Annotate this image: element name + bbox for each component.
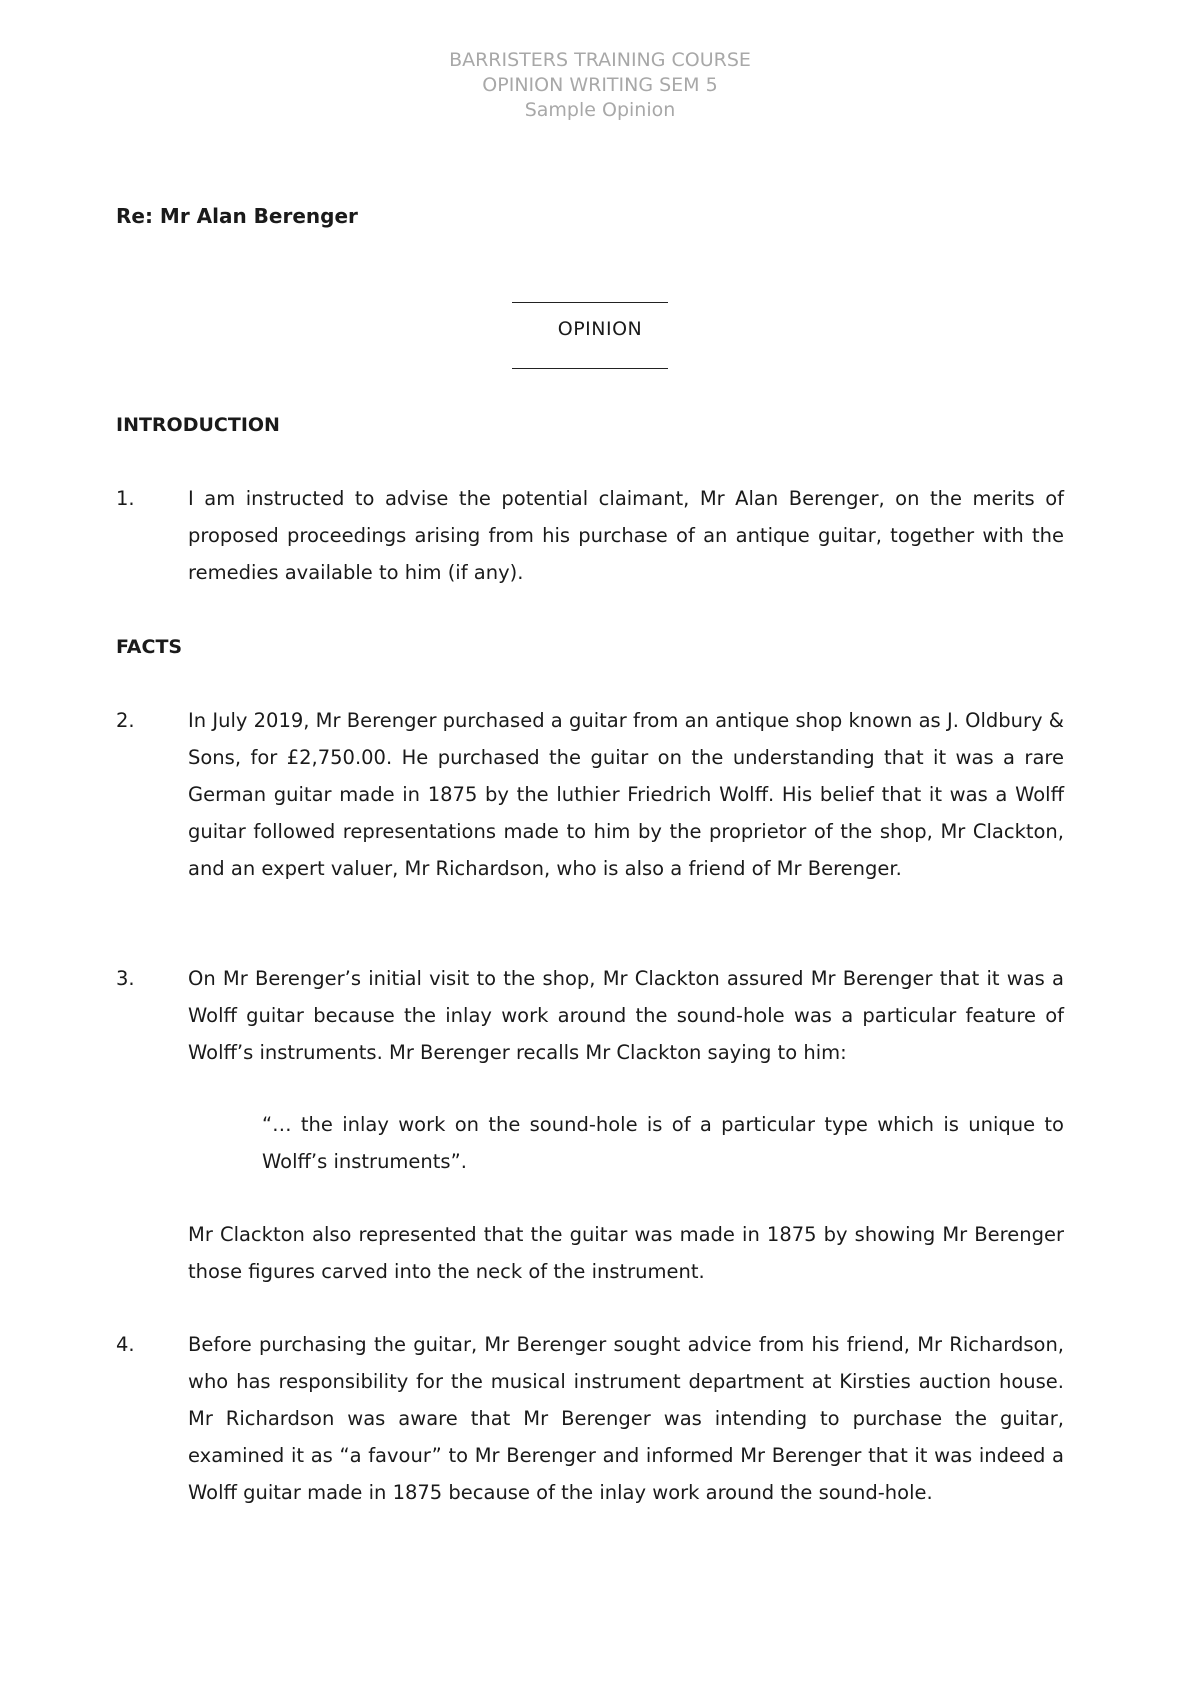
- header-course: BARRISTERS TRAINING COURSE: [449, 49, 751, 71]
- paragraph-text: In July 2019, Mr Berenger purchased a guitar from an antique shop known as J. Oldbury & Sons, for £2,750.00. He purchased the guitar on the understanding that it was a rare German guitar made in 1875 by the luthier Friedrich Wolff. His belief that it was a Wolff guitar followed representations made to him by the proprietor of the shop, Mr Clackton, and an expert valuer, Mr Richardson, who is also a friend of Mr Berenger.: [188, 709, 1064, 880]
- title-rule-bottom: [512, 368, 668, 369]
- paragraph-text: Before purchasing the guitar, Mr Berenger sought advice from his friend, Mr Richardson, who has responsibility for the musical instrument department at Kirsties auction house. Mr Richardson was aware that Mr Berenger was intending to purchase the guitar, examined it as “a favour” to Mr Berenger and informed Mr Berenger that it was indeed a Wolff guitar made in 1875 because of the inlay work around the sound-hole.: [188, 1333, 1064, 1504]
- block-quote: “… the inlay work on the sound-hole is of a particular type which is unique to Wolff’s instruments”.: [262, 1113, 1064, 1173]
- re-line: Re: Mr Alan Berenger: [116, 204, 358, 228]
- section-heading-facts: FACTS: [116, 636, 183, 658]
- paragraph-number: 4.: [116, 1333, 135, 1356]
- document-header: [0, 48, 1200, 123]
- paragraph-number: 1.: [116, 487, 135, 510]
- opinion-title: OPINION: [557, 318, 643, 340]
- paragraph-text: On Mr Berenger’s initial visit to the shop, Mr Clackton assured Mr Berenger that it was a Wolff guitar because the inlay work around the sound-hole was a particular feature of Wolff’s instruments. Mr Berenger recalls Mr Clackton saying to him:: [188, 967, 1064, 1064]
- paragraph-continuation: Mr Clackton also represented that the guitar was made in 1875 by showing Mr Berenger those figures carved into the neck of the instrument.: [188, 1223, 1064, 1283]
- title-rule-top: [512, 302, 668, 303]
- section-heading-introduction: INTRODUCTION: [116, 414, 280, 436]
- header-subtitle: Sample Opinion: [524, 99, 676, 121]
- paragraph-number: 2.: [116, 709, 135, 732]
- paragraph-number: 3.: [116, 967, 135, 990]
- paragraph-text: I am instructed to advise the potential claimant, Mr Alan Berenger, on the merits of proposed proceedings arising from his purchase of an antique guitar, together with the remedies available to him (if any).: [188, 487, 1064, 584]
- header-module: OPINION WRITING SEM 5: [482, 74, 718, 96]
